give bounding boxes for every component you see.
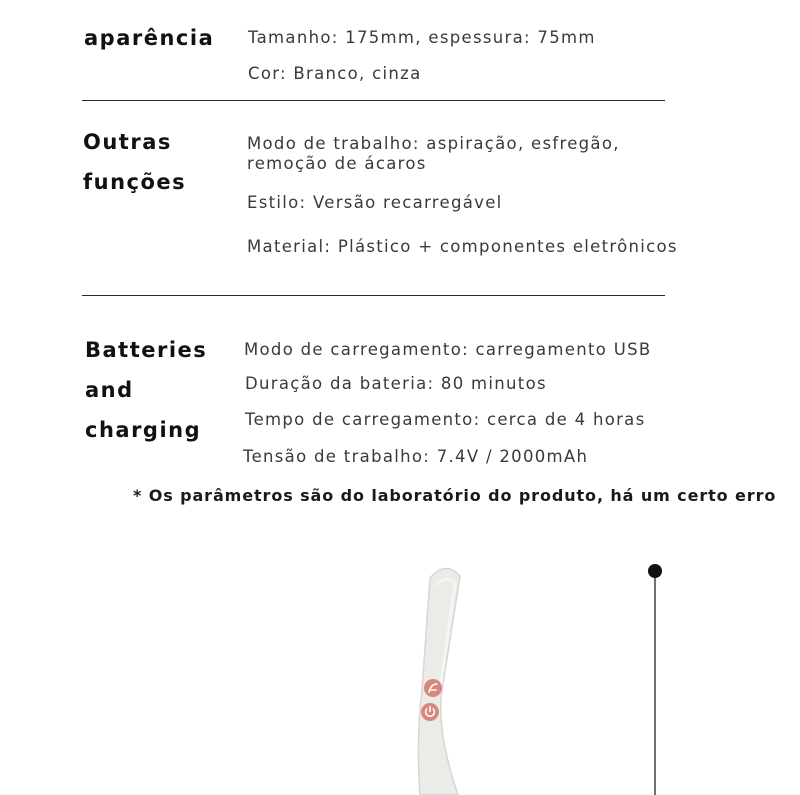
callout-line <box>648 564 662 795</box>
spec-style: Estilo: Versão recarregável <box>247 193 503 212</box>
spec-voltage: Tensão de trabalho: 7.4V / 2000mAh <box>243 447 589 466</box>
spec-charging-mode: Modo de carregamento: carregamento USB <box>244 340 652 359</box>
heading-line: Batteries <box>85 338 208 362</box>
heading-line: funções <box>83 170 187 194</box>
heading-line: aparência <box>84 26 215 50</box>
spec-work-mode: Modo de trabalho: aspiração, esfregão, <box>247 134 620 153</box>
spec-color: Cor: Branco, cinza <box>248 64 422 83</box>
heading-line: Outras <box>83 130 172 154</box>
spec-charging-time: Tempo de carregamento: cerca de 4 horas <box>245 410 646 429</box>
spec-material: Material: Plástico + componentes eletrônicos <box>247 237 678 256</box>
mite-mode-button <box>424 679 442 697</box>
disclaimer-note: * Os parâmetros são do laboratório do produto, há um certo erro <box>133 486 777 505</box>
power-icon <box>421 703 439 721</box>
heading-line: and <box>85 378 134 402</box>
spec-battery-life: Duração da bateria: 80 minutos <box>245 374 547 393</box>
heading-line: charging <box>85 418 202 442</box>
spec-work-mode-cont: remoção de ácaros <box>247 154 427 173</box>
spec-size: Tamanho: 175mm, espessura: 75mm <box>248 28 596 47</box>
